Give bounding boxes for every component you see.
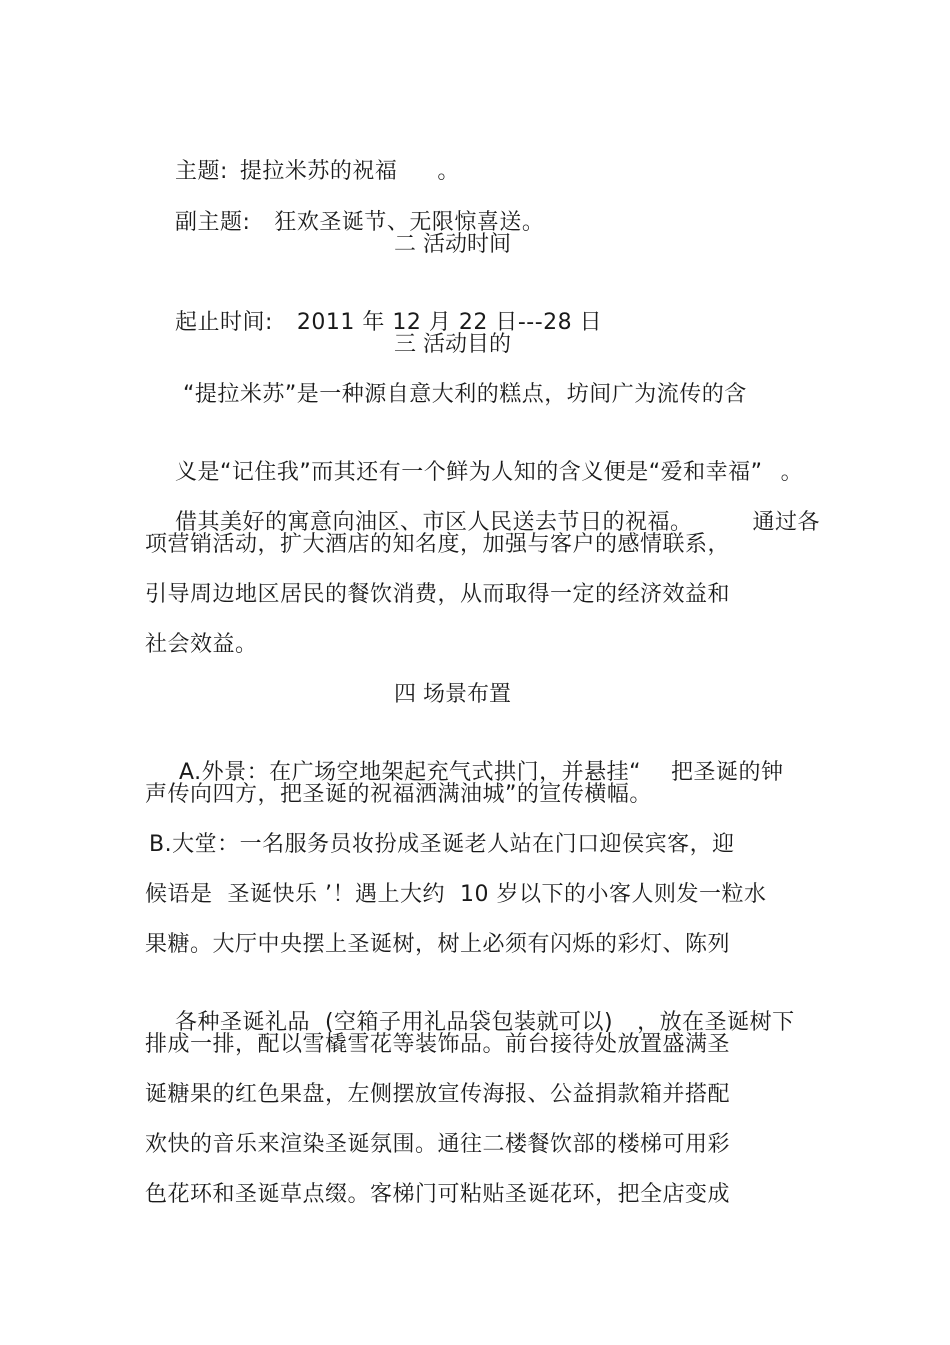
purpose-line-2-end: 。 (780, 460, 804, 485)
scene-b-line-3: 果糖。大厅中央摆上圣诞树，树上必须有闪烁的彩灯、陈列 (145, 932, 731, 957)
scene-a-line-1-end: 把圣诞的钟 (671, 760, 784, 785)
scene-b-line-6: 诞糖果的红色果盘，左侧摆放宣传海报、公益捐款箱并搭配 (145, 1082, 731, 1107)
scene-b-line-7: 欢快的音乐来渲染圣诞氛围。通往二楼餐饮部的楼梯可用彩 (145, 1132, 731, 1157)
scene-a-line-2: 声传向四方，把圣诞的祝福洒满油城”的宣传横幅。 (145, 782, 652, 807)
scene-b-line-5: 排成一排，配以雪橇雪花等装饰品。前台接待处放置盛满圣 (145, 1032, 731, 1057)
scene-b-line-1: B.大堂：一名服务员妆扮成圣诞老人站在门口迎侯宾客，迎 (149, 832, 735, 857)
theme-label: 主题: (174, 159, 228, 184)
time-value: 2011 年 12 月 22 日---28 日 (296, 310, 603, 335)
purpose-line-1: “提拉米苏”是一种源自意大利的糕点，坊间广为流传的含 (183, 382, 747, 407)
section-heading-time: 二 活动时间 (394, 232, 511, 257)
purpose-line-4: 项营销活动，扩大酒店的知名度，加强与客户的感情联系， (145, 532, 731, 557)
purpose-line-3-text: 借其美好的寓意向油区、市区人民送去节日的祝福。 (174, 510, 693, 535)
purpose-line-3-end: 通过各 (752, 510, 821, 535)
scene-b-line-4-text: 各种圣诞礼品 (空箱子用礼品袋包装就可以) (174, 1010, 614, 1035)
subtheme-label: 副主题: (174, 210, 251, 235)
theme-end: 。 (437, 159, 460, 184)
section-heading-scene: 四 场景布置 (394, 682, 511, 707)
section-heading-purpose: 三 活动目的 (394, 332, 511, 357)
subtheme-value: 狂欢圣诞节、无限惊喜送。 (274, 210, 545, 235)
scene-b-line-8: 色花环和圣诞草点缀。客梯门可粘贴圣诞花环，把全店变成 (145, 1182, 731, 1207)
scene-b-line-2: 候语是 圣诞快乐 ’！遇上大约 10 岁以下的小客人则发一粒水 (145, 882, 767, 907)
purpose-line-6: 社会效益。 (145, 632, 258, 657)
purpose-line-2-text: 义是“记住我”而其还有一个鲜为人知的含义便是“爱和幸福” (174, 460, 763, 485)
theme-value: 提拉米苏的祝福 (239, 159, 398, 184)
scene-b-line-4-end: ，放在圣诞树下 (637, 1010, 795, 1035)
scene-a-line-1-text: A.外景：在广场空地架起充气式拱门，并悬挂“ (178, 760, 642, 785)
purpose-line-5: 引导周边地区居民的餐饮消费，从而取得一定的经济效益和 (145, 582, 731, 607)
time-label: 起止时间: (174, 310, 273, 335)
